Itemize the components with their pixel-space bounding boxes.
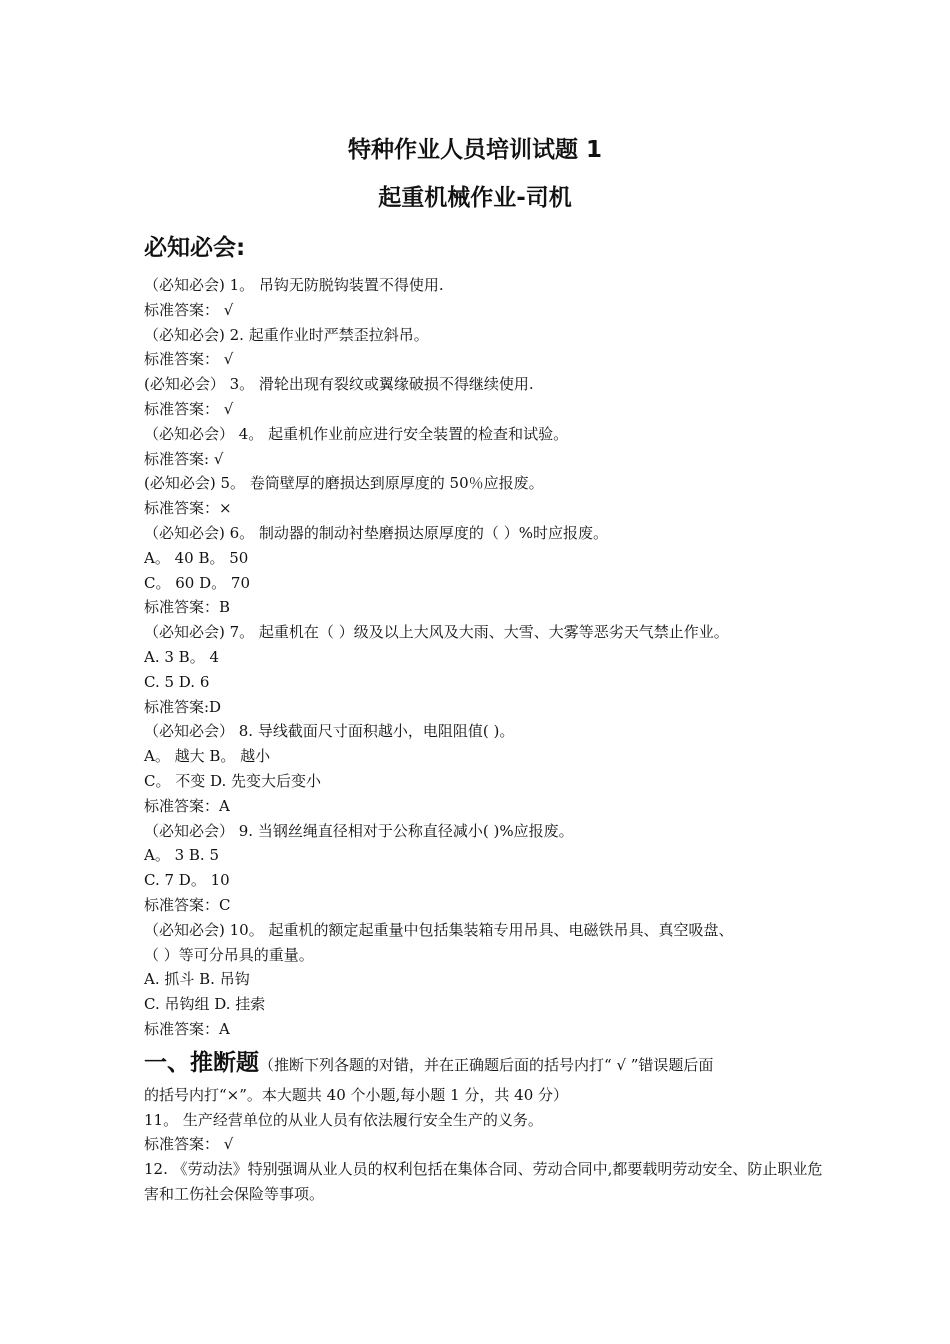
- section-heading: 必知必会:: [144, 235, 246, 261]
- document-title: 特种作业人员培训试题 1: [347, 137, 602, 163]
- option-line: C. 7 D。 10: [144, 871, 230, 890]
- option-line: C. 5 D. 6: [144, 672, 210, 691]
- text-line: （必知必会） 4。 起重机作业前应进行安全装置的检查和试验。: [144, 424, 569, 443]
- text-line: (必知必会) 5。 卷筒壁厚的磨损达到原厚度的 50％应报废。: [144, 474, 544, 493]
- text-line: 11。 生产经营单位的从业人员有依法履行安全生产的义务。: [144, 1110, 543, 1129]
- option-line: A。 3 B. 5: [144, 846, 220, 865]
- option-line: A. 抓斗 B. 吊钩: [144, 970, 250, 989]
- text-line: （必知必会) 1。 吊钩无防脱钩装置不得使用.: [144, 276, 444, 294]
- option-line: C。 60 D。 70: [144, 573, 250, 592]
- text-line: (必知必会） 3。 滑轮出现有裂纹或翼缘破损不得继续使用.: [144, 375, 534, 394]
- answer-line: 标准答案：B: [144, 598, 231, 617]
- option-line: C. 吊钩组 D. 挂索: [144, 995, 266, 1014]
- answer-line: 标准答案： √: [144, 1135, 234, 1154]
- part-one-title: 一、推断题: [144, 1049, 259, 1076]
- document-subtitle: 起重机械作业-司机: [378, 185, 572, 211]
- option-line: C。 不变 D. 先变大后变小: [144, 771, 322, 790]
- text-line: 12. 《劳动法》特别强调从业人员的权利包括在集体合同、劳动合同中,都要载明劳动安全、防止职业危害和工伤社会保险等事项。: [144, 1160, 823, 1203]
- answer-line: 标准答案： √: [144, 350, 234, 369]
- answer-line: 标准答案：A: [144, 796, 230, 815]
- text-line: （必知必会） 8. 导线截面尺寸面积越小，电阻阻值( )。: [144, 722, 515, 741]
- part-one-instructions: （推断下列各题的对错，并在正确题后面的括号内打“ √ ”错误题后面: [259, 1055, 714, 1074]
- answer-line: 标准答案： √: [144, 399, 234, 418]
- option-line: A。 越大 B。 越小: [144, 747, 271, 766]
- answer-line: 标准答案：×: [144, 499, 232, 518]
- text-line: （必知必会） 9. 当钢丝绳直径相对于公称直径减小( )%应报废。: [144, 821, 574, 840]
- text-line: （必知必会) 10。 起重机的额定起重量中包括集装箱专用吊具、电磁铁吊具、真空吸盘、: [144, 920, 734, 939]
- answer-line: 标准答案：C: [144, 895, 231, 914]
- answer-line: 标准答案：A: [144, 1019, 230, 1038]
- option-line: A。 40 B。 50: [144, 548, 249, 567]
- text-line: （必知必会) 2. 起重作业时严禁歪拉斜吊。: [144, 325, 429, 344]
- text-line: （必知必会) 7。 起重机在（ ）级及以上大风及大雨、大雪、大雾等恶劣天气禁止作业。: [144, 623, 729, 642]
- text-line: （必知必会) 6。 制动器的制动衬垫磨损达原厚度的（ ）%时应报废。: [144, 523, 608, 542]
- part-one-instructions-continued: 的括号内打“×”。本大题共 40 个小题,每小题 1 分，共 40 分）: [144, 1085, 569, 1104]
- answer-line: 标准答案: √: [144, 449, 224, 468]
- answer-line: 标准答案： √: [144, 300, 234, 319]
- question-list: [144, 273, 834, 1207]
- option-line: A. 3 B。 4: [144, 647, 220, 666]
- answer-line: 标准答案:D: [144, 697, 222, 716]
- text-line: （ ）等可分吊具的重量。: [144, 945, 314, 964]
- part-one-heading: [144, 1049, 834, 1079]
